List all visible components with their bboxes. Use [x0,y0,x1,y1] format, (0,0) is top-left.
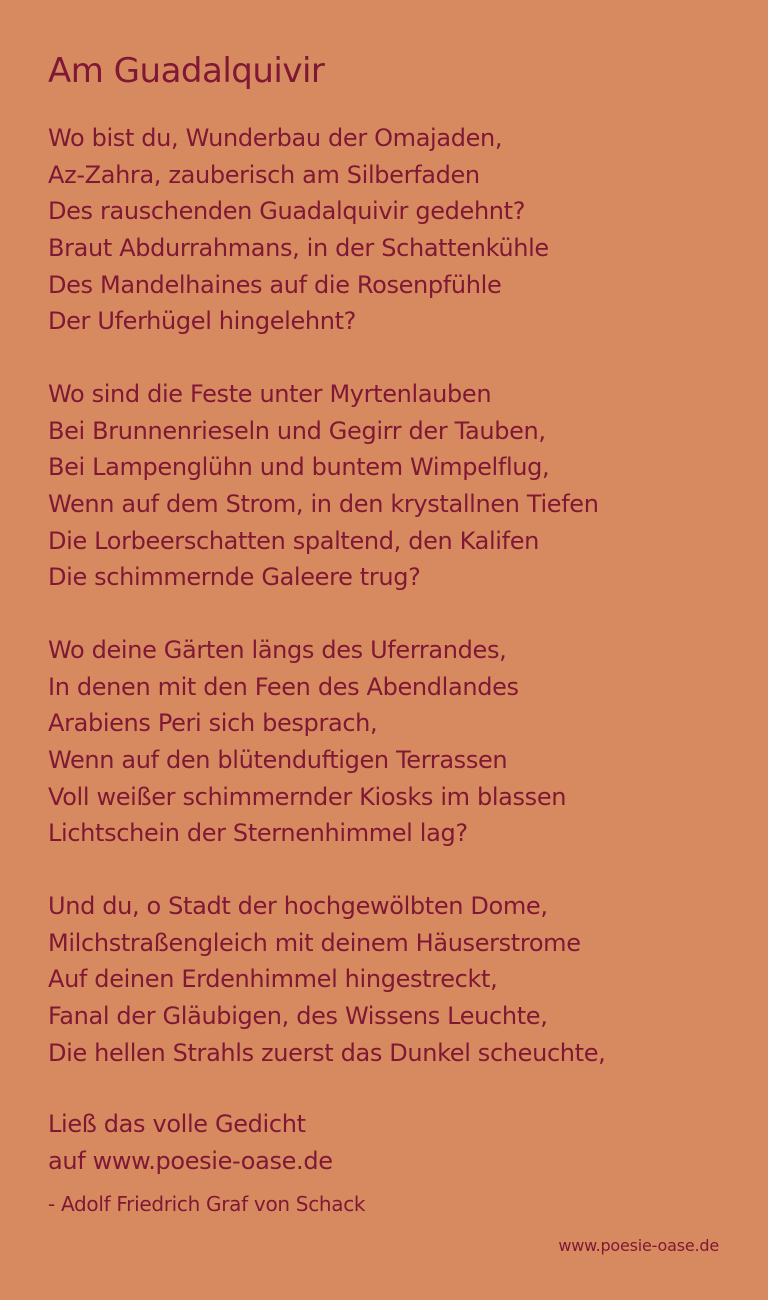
poem-line: Die schimmernde Galeere trug? [48,563,421,592]
poem-line: Az-Zahra, zauberisch am Silberfaden [48,160,480,189]
poem-line: Wenn auf dem Strom, in den krystallnen Tiefen [48,490,599,519]
poem-line: Und du, o Stadt der hochgewölbten Dome, [48,892,548,920]
poem-line: Wo bist du, Wunderbau der Omajaden, [48,124,503,152]
poem-stanza-2 [48,376,738,596]
read-full-poem-line: Ließ das volle Gedicht [48,1110,306,1138]
poem-line: Arabiens Peri sich besprach, [48,709,378,738]
read-full-poem-note [48,1106,738,1179]
poem-stanza-4 [48,888,738,1071]
poem-line: Wo deine Gärten längs des Uferrandes, [48,636,507,664]
poem-line: Wo sind die Feste unter Myrtenlauben [48,380,492,408]
poem-stanza-3 [48,632,738,852]
website-reference-line: auf www.poesie-oase.de [48,1146,333,1175]
poem-line: Milchstraßengleich mit deinem Häuserstrome [48,928,581,957]
footer-website: www.poesie-oase.de [558,1236,719,1255]
poem-line: Der Uferhügel hingelehnt? [48,307,357,336]
poem-line: Auf deinen Erdenhimmel hingestreckt, [48,965,498,994]
poem-line: Die hellen Strahls zuerst das Dunkel scheuchte, [48,1038,606,1067]
poem-line: Des Mandelhaines auf die Rosenpfühle [48,270,502,299]
poem-line: Fanal der Gläubigen, des Wissens Leuchte, [48,1002,548,1031]
poem-line: Voll weißer schimmernder Kiosks im blassen [48,782,567,811]
poem-stanza-1 [48,120,738,340]
poem-line: Bei Lampenglühn und buntem Wimpelflug, [48,453,550,482]
poem-line: Die Lorbeerschatten spaltend, den Kalifen [48,526,539,555]
poem-author: - Adolf Friedrich Graf von Schack [48,1192,366,1216]
poem-line: Braut Abdurrahmans, in der Schattenkühle [48,234,549,263]
poem-line: Lichtschein der Sternenhimmel lag? [48,819,468,848]
poem-line: Des rauschenden Guadalquivir gedehnt? [48,197,526,226]
poem-title: Am Guadalquivir [48,51,325,91]
poem-line: Bei Brunnenrieseln und Gegirr der Tauben, [48,416,546,445]
poem-line: Wenn auf den blütenduftigen Terrassen [48,746,508,775]
poem-line: In denen mit den Feen des Abendlandes [48,672,519,701]
